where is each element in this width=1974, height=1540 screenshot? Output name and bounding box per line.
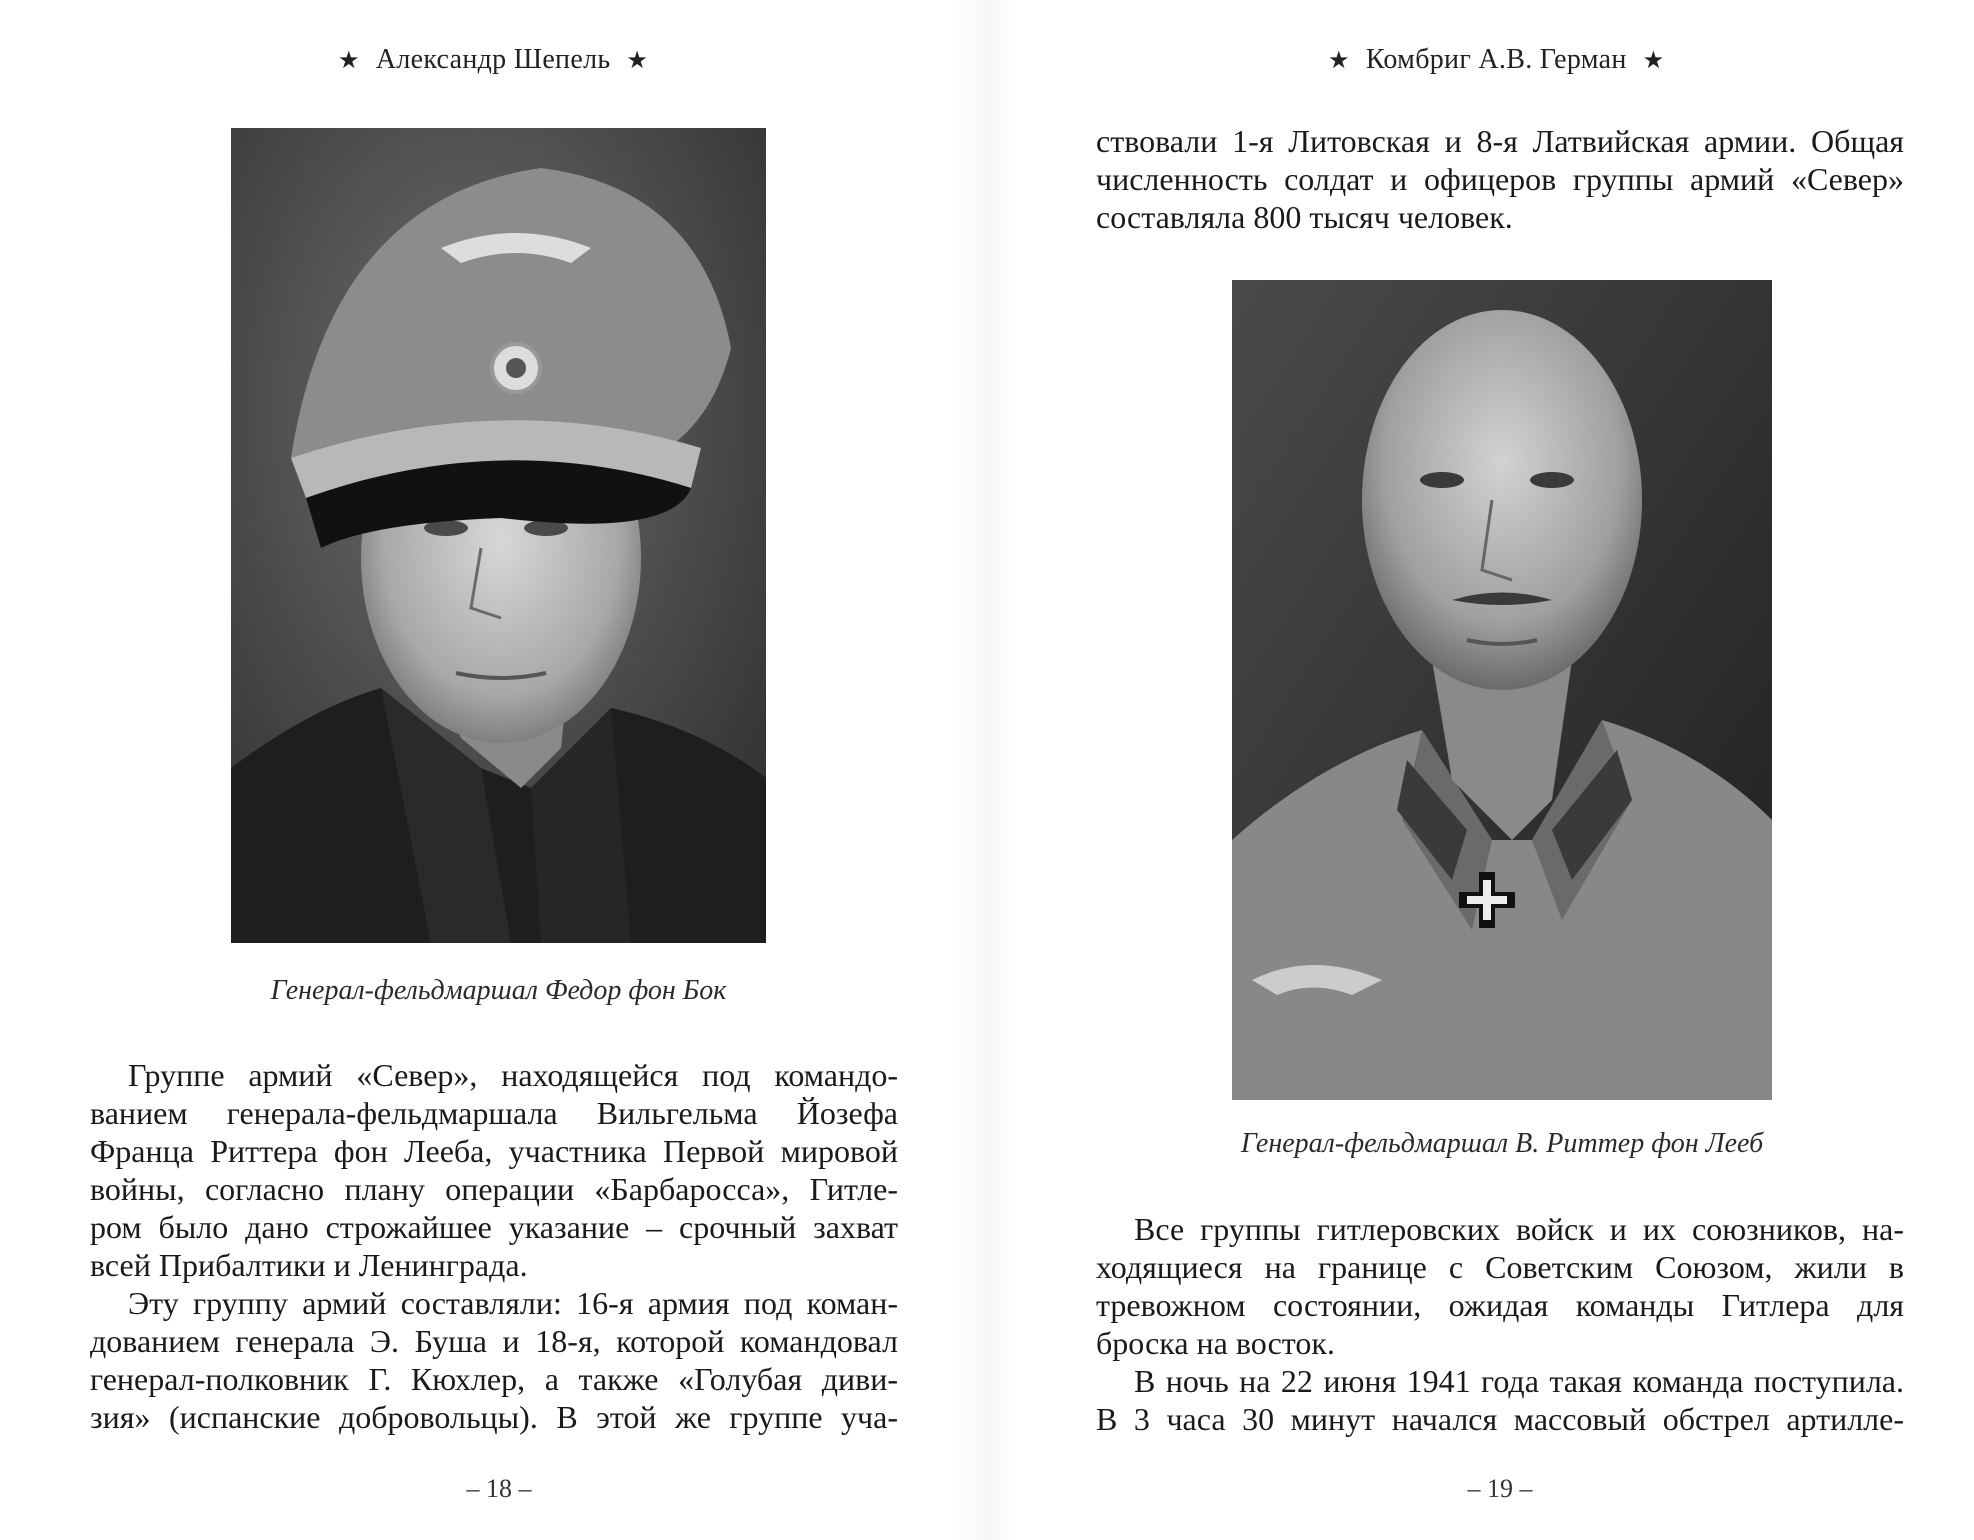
text-line: ром было дано строжайшее указание – срочный захват xyxy=(90,1209,898,1245)
text-line: ствовали 1-я Литовская и 8-я Латвийская армии. Общая xyxy=(1096,123,1904,159)
text-line: ванием генерала-фельдмаршала Вильгельма Йозефа xyxy=(90,1095,898,1131)
right-header-title: Комбриг А.В. Герман xyxy=(1365,44,1627,75)
portrait-image xyxy=(1232,280,1772,1100)
star-icon: ★ xyxy=(1642,47,1665,74)
right-running-header xyxy=(1328,40,1664,80)
text-line: войны, согласно плану операции «Барбаросса», Гитле- xyxy=(90,1171,898,1207)
star-icon: ★ xyxy=(338,47,360,74)
text-line: броска на восток. xyxy=(1096,1325,1335,1361)
right-intro-text xyxy=(1096,122,1904,236)
text-line: В 3 часа 30 минут начался массовый обстрел артилле- xyxy=(1096,1401,1904,1437)
text-line: Франца Риттера фон Лееба, участника Первой мировой xyxy=(90,1133,898,1169)
star-icon: ★ xyxy=(626,47,649,74)
text-line: В ночь на 22 июня 1941 года такая команда поступила. xyxy=(1134,1363,1904,1399)
text-line: составляла 800 тысяч человек. xyxy=(1096,199,1513,235)
right-body-text xyxy=(1096,1210,1904,1438)
paragraph xyxy=(1096,1210,1904,1362)
paragraph xyxy=(90,1056,898,1284)
text-line: Группе армий «Север», находящейся под командо- xyxy=(128,1057,898,1093)
star-icon: ★ xyxy=(1328,47,1350,74)
text-line: зия» (испанские добровольцы). В этой же группе уча- xyxy=(90,1399,898,1435)
right-page xyxy=(987,0,1974,1540)
paragraph xyxy=(1096,1362,1904,1438)
text-line: Все группы гитлеровских войск и их союзников, на- xyxy=(1134,1211,1904,1247)
page-number: – 18 – xyxy=(466,1474,532,1503)
paragraph xyxy=(90,1284,898,1436)
left-running-header xyxy=(338,40,648,80)
photo-caption: Генерал-фельдмаршал Федор фон Бок xyxy=(270,975,727,1006)
text-line: тревожном состоянии, ожидая команды Гитлера для xyxy=(1096,1287,1904,1323)
left-header-title: Александр Шепель xyxy=(375,44,611,75)
text-line: численность солдат и офицеров группы армий «Север» xyxy=(1096,161,1904,197)
portrait-image xyxy=(231,128,766,943)
photo-caption: Генерал-фельдмаршал В. Риттер фон Лееб xyxy=(1240,1128,1764,1159)
text-line: всей Прибалтики и Ленинграда. xyxy=(90,1247,528,1283)
text-line: ходящиеся на границе с Советским Союзом, жили в xyxy=(1096,1249,1904,1285)
page-number: – 19 – xyxy=(1467,1474,1533,1503)
portrait-photo-von-bock xyxy=(231,128,766,943)
portrait-photo-von-leeb xyxy=(1232,280,1772,1100)
text-line: дованием генерала Э. Буша и 18-я, которой командовал xyxy=(90,1323,898,1359)
text-line: Эту группу армий составляли: 16-я армия под коман- xyxy=(128,1285,898,1321)
left-body-text xyxy=(90,1056,898,1436)
text-line: генерал-полковник Г. Кюхлер, а также «Голубая диви- xyxy=(90,1361,898,1397)
